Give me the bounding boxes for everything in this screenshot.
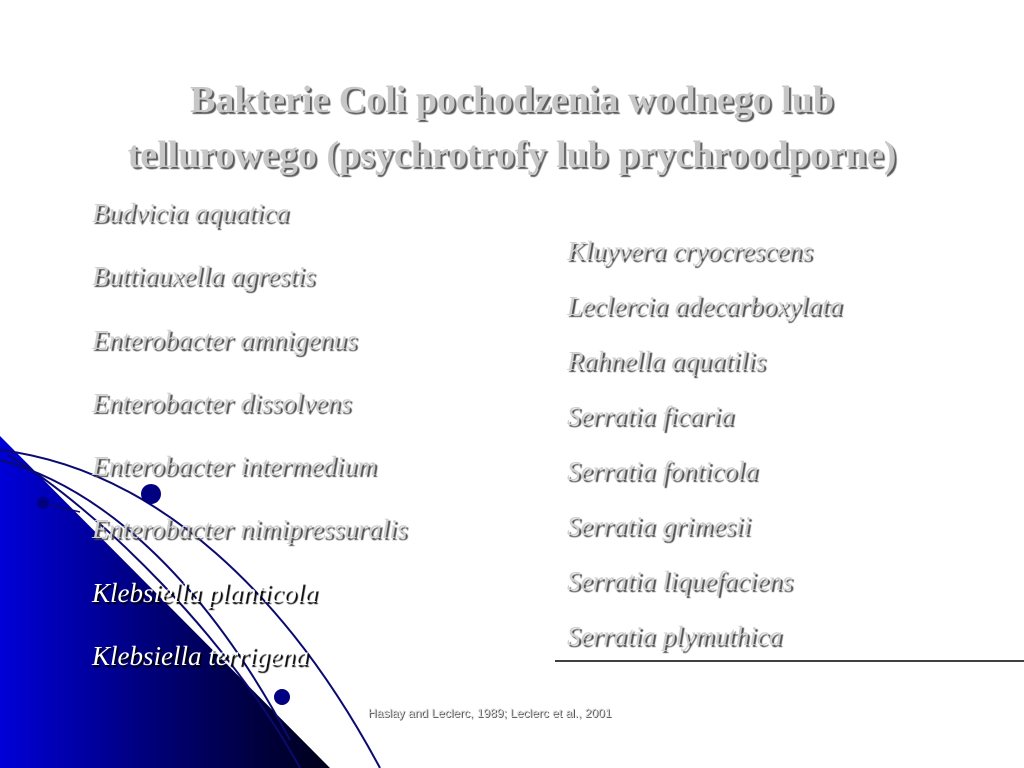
left-species-list [92, 193, 407, 699]
slide-title [60, 73, 964, 183]
list-item: Serratia ficaria [567, 401, 735, 431]
list-item: Klebsiella terrigena [92, 641, 309, 672]
decor-dot-small [37, 497, 49, 509]
list-item: Kluyvera cryocrescens [567, 236, 813, 266]
list-item: Enterobacter amnigenus [92, 324, 358, 355]
list-item: Enterobacter nimipressuralis [92, 514, 408, 545]
list-item: Enterobacter dissolvens [92, 387, 352, 418]
list-item: Leclercia adecarboxylata [567, 291, 843, 321]
list-item: Serratia fonticola [567, 456, 759, 486]
list-item: Buttiauxella agrestis [92, 261, 316, 292]
list-item: Serratia grimesii [567, 511, 751, 541]
list-item: Klebsiella planticola [92, 577, 318, 608]
slide-title-line-2: tellurowego (psychrotrofy lub prychroodporne) [127, 134, 897, 177]
right-species-list [567, 232, 843, 672]
citation: Haslay and Leclerc, 1989; Leclerc et al., 2001 [368, 706, 612, 720]
list-item: Budvicia aquatica [92, 198, 290, 228]
list-item: Serratia liquefaciens [567, 566, 793, 596]
list-item: Rahnella aquatilis [567, 346, 766, 376]
list-item: Enterobacter intermedium [92, 451, 377, 482]
list-item: Serratia plymuthica [567, 621, 783, 651]
slide-title-line-1: Bakterie Coli pochodzenia wodnego lub [190, 79, 834, 122]
